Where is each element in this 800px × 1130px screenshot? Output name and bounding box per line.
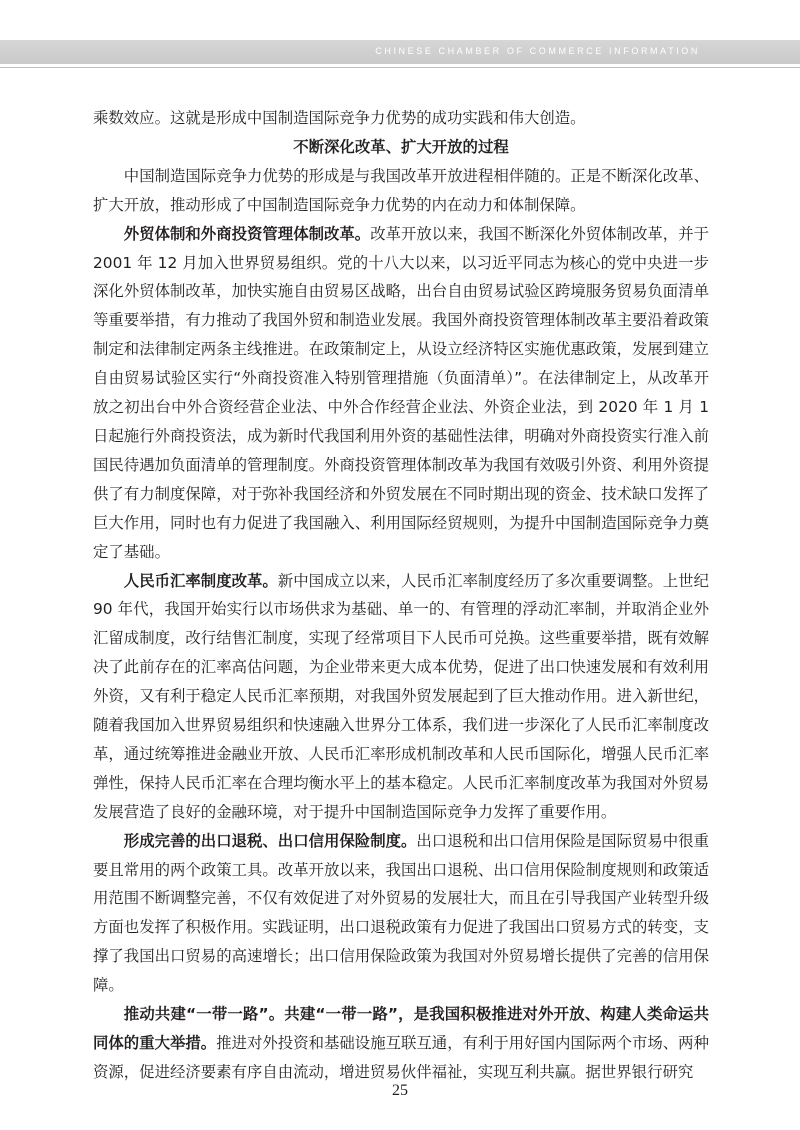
paragraph-text: 改革开放以来，我国不断深化外贸体制改革，并于 2001 年 12 月加入世界贸易组织。党的十八大以来，以习近平同志为核心的党中央进一步深化外贸体制改革，加快实施自由贸易区战略，出台自由贸易试验区跨境服务贸易负面清单等重要举措，有力推动了我国外贸和制造业发展。我国外商投资管理体制改革主要沿着政策制定和法律制定两条主线推进。在政策制定上，从设立经济特区实施优惠政策，发展到建立自由贸易试验区实行“外商投资准入特别管理措施（负面清单）”。在法律制定上，从改革开放之初出台中外合资经营企业法、中外合作经营企业法、外资企业法，到 2020 年 1 月 1 日起施行外商投资法，成为新时代我国利用外资的基础性法律，明确对外商投资实行准入前国民待遇加负面清单的管理制度。外商投资管理体制改革为我国有效吸引外资、利用外资提供了有力制度保障，对于弥补我国经济和外贸发展在不同时期出现的资金、技术缺口发挥了巨大作用，同时也有力促进了我国融入、利用国际经贸规则，为提升中国制造国际竞争力奠定了基础。 (93, 224, 709, 561)
paragraph-belt-and-road (93, 1000, 709, 1087)
article-body (93, 104, 709, 1087)
paragraph-rmb-exchange-rate-reform (93, 567, 709, 827)
page-number: 25 (392, 1082, 408, 1099)
running-header-title: CHINESE CHAMBER OF COMMERCE INFORMATION (375, 46, 700, 56)
paragraph-lead: 推动共建“一带一路”。共建“一带一路”，是我国积极推进对外开放、构建人类命运共同体的重大举措。 (93, 1005, 709, 1052)
paragraph-export-tax-rebate (93, 827, 709, 1000)
paragraph-text: 新中国成立以来，人民币汇率制度经历了多次重要调整。上世纪 90 年代，我国开始实行以市场供求为基础、单一的、有管理的浮动汇率制，并取消企业外汇留成制度，改行结售汇制度，实现了经常项目下人民币可兑换。这些重要举措，既有效解决了此前存在的汇率高估问题，为企业带来更大成本优势，促进了出口快速发展和有效利用外资，又有利于稳定人民币汇率预期，对我国外贸发展起到了巨大推动作用。进入新世纪，随着我国加入世界贸易组织和快速融入世界分工体系，我们进一步深化了人民币汇率制度改革，通过统筹推进金融业开放、人民币汇率形成机制改革和人民币国际化，增强人民币汇率弹性，保持人民币汇率在合理均衡水平上的基本稳定。人民币汇率制度改革为我国对外贸易发展营造了良好的金融环境，对于提升中国制造国际竞争力发挥了重要作用。 (93, 571, 709, 821)
intro-paragraph: 乘数效应。这就是形成中国制造国际竞争力优势的成功实践和伟大创造。 (93, 109, 586, 127)
section-heading: 不断深化改革、扩大开放的过程 (293, 137, 509, 156)
paragraph-text: 出口退税和出口信用保险是国际贸易中很重要且常用的两个政策工具。改革开放以来，我国出口退税、出口信用保险制度规则和政策适用范围不断调整完善，不仅有效促进了对外贸易的发展壮大，而且在引导我国产业转型升级方面也发挥了积极作用。实践证明，出口退税政策有力促进了我国出口贸易方式的转变，支撑了我国出口贸易的高速增长；出口信用保险政策为我国对外贸易增长提供了完善的信用保障。 (93, 831, 709, 995)
paragraph-lead: 形成完善的出口退税、出口信用保险制度。 (123, 831, 417, 850)
paragraph-lead: 人民币汇率制度改革。 (123, 571, 278, 590)
header-divider (0, 67, 800, 68)
paragraph-lead: 外贸体制和外商投资管理体制改革。 (123, 224, 371, 243)
paragraph-text: 推进对外投资和基础设施互联互通，有利于用好国内国际两个市场、两种资源，促进经济要素有序自由流动，增进贸易伙伴福祉，实现互利共赢。据世界银行研究 (93, 1034, 709, 1081)
paragraph-trade-investment-reform (93, 220, 709, 567)
section-intro-paragraph: 中国制造国际竞争力优势的形成是与我国改革开放进程相伴随的。正是不断深化改革、扩大开放，推动形成了中国制造国际竞争力优势的内在动力和体制保障。 (93, 166, 709, 214)
running-header-band (0, 40, 800, 64)
